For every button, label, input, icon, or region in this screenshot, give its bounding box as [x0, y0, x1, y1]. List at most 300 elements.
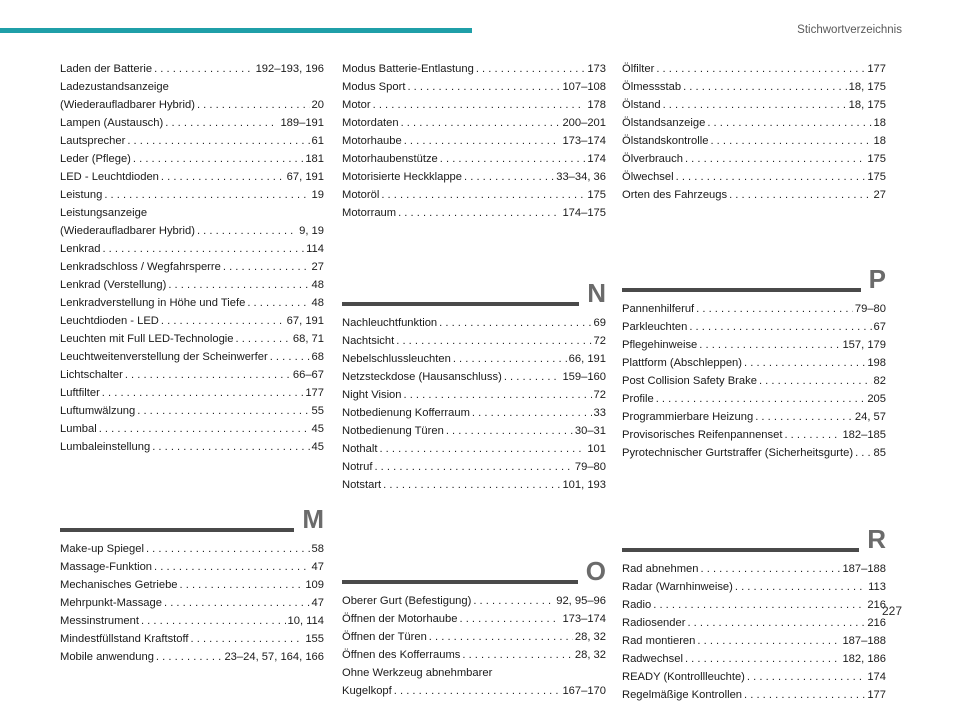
entry-pages: 114: [306, 243, 324, 255]
letter-heading-m: [60, 482, 324, 540]
leader-dots: [464, 168, 554, 186]
index-entry: [60, 96, 324, 114]
index-entry: [60, 168, 324, 186]
entry-pages: 107–108: [562, 81, 606, 93]
leader-dots: [154, 558, 310, 576]
index-entry: [622, 168, 886, 186]
entry-term: Lenkrad (Verstellung): [60, 279, 167, 291]
leader-dots: [401, 114, 561, 132]
entry-pages: 157, 179: [842, 339, 886, 351]
index-entry: [622, 60, 886, 78]
entry-pages: 173–174: [562, 135, 606, 147]
entry-term: Radio: [622, 599, 652, 611]
leader-dots: [735, 578, 866, 596]
entry-term: READY (Kontrollleuchte): [622, 671, 745, 683]
entry-term: Ölverbrauch: [622, 153, 683, 165]
index-entry: [622, 444, 886, 462]
leader-dots: [685, 650, 840, 668]
letter-label: M: [294, 504, 324, 534]
entry-pages: 47: [311, 561, 324, 573]
letter-heading-n: [342, 256, 606, 314]
index-entry: [60, 420, 324, 438]
entry-pages: 175: [867, 153, 886, 165]
index-entry: [622, 614, 886, 632]
index-entry: [342, 476, 606, 494]
entry-pages: 18: [873, 117, 886, 129]
leader-dots: [784, 426, 840, 444]
index-entry: [342, 114, 606, 132]
leader-dots: [453, 350, 567, 368]
leader-dots: [191, 630, 304, 648]
entry-pages: 61: [311, 135, 324, 147]
leader-dots: [663, 96, 847, 114]
entry-term: Pyrotechnischer Gurtstraffer (Sicherheitsgurte): [622, 447, 854, 459]
entry-pages: 27: [873, 189, 886, 201]
index-column-1: [60, 60, 324, 666]
entry-term: Lenkrad: [60, 243, 101, 255]
leader-dots: [270, 348, 310, 366]
letter-heading-r: [622, 502, 886, 560]
index-entry: [622, 596, 886, 614]
index-entry: [622, 578, 886, 596]
entry-term: Ölwechsel: [622, 171, 674, 183]
entry-term: Leuchten mit Full LED-Technologie: [60, 333, 234, 345]
leader-dots: [707, 114, 871, 132]
leader-dots: [504, 368, 561, 386]
entry-term: Ölmessstab: [622, 81, 682, 93]
entry-pages: 72: [593, 389, 606, 401]
leader-dots: [404, 386, 592, 404]
index-entry: [60, 222, 324, 240]
letter-divider: [342, 302, 606, 306]
index-entry: [60, 402, 324, 420]
entry-term: Motoröl: [342, 189, 380, 201]
letter-divider: [622, 288, 886, 292]
entry-pages: 175: [587, 189, 606, 201]
entry-term: Rad abnehmen: [622, 563, 699, 575]
entry-term: Pannenhilferuf: [622, 303, 695, 315]
index-entry: [622, 78, 886, 96]
index-entry: [342, 404, 606, 422]
entry-pages: 55: [311, 405, 324, 417]
entry-term: Orten des Fahrzeugs: [622, 189, 728, 201]
index-entry: [622, 354, 886, 372]
entry-pages: 85: [873, 447, 886, 459]
entry-term: Night Vision: [342, 389, 402, 401]
entry-term: Regelmäßige Kontrollen: [622, 689, 743, 701]
entry-pages: 178: [587, 99, 606, 111]
leader-dots: [729, 186, 871, 204]
index-entry: [342, 610, 606, 628]
entry-pages: 28, 32: [574, 631, 606, 643]
leader-dots: [154, 60, 254, 78]
leader-dots: [687, 614, 865, 632]
index-entry: [60, 558, 324, 576]
index-entry: [342, 440, 606, 458]
letter-divider: [342, 580, 606, 584]
leader-dots: [381, 186, 585, 204]
entry-term: (Wiederaufladbarer Hybrid): [60, 99, 195, 111]
entry-term: Notstart: [342, 479, 382, 491]
entry-pages: 174–175: [562, 207, 606, 219]
leader-dots: [104, 186, 309, 204]
entry-pages: 30–31: [574, 425, 606, 437]
leader-dots: [398, 204, 560, 222]
leader-dots: [180, 576, 304, 594]
index-entry: [622, 372, 886, 390]
entry-pages: 173: [587, 63, 606, 75]
leader-dots: [653, 596, 865, 614]
entry-pages: 19: [311, 189, 324, 201]
entry-pages: 67: [873, 321, 886, 333]
leader-dots: [394, 682, 561, 700]
entry-term: Lumbaleinstellung: [60, 441, 151, 453]
leader-dots: [161, 168, 285, 186]
entry-pages: 101: [587, 443, 606, 455]
entry-pages: 67, 191: [286, 315, 324, 327]
index-entry: [342, 368, 606, 386]
entry-term: Laden der Batterie: [60, 63, 153, 75]
entry-pages: 66, 191: [568, 353, 606, 365]
index-subheading: Leistungsanzeige: [60, 207, 148, 219]
leader-dots: [459, 610, 560, 628]
index-entry: [60, 240, 324, 258]
entry-list: [622, 300, 886, 462]
leader-dots: [656, 390, 866, 408]
entry-pages: 28, 32: [574, 649, 606, 661]
entry-term: Lenkradschloss / Wegfahrsperre: [60, 261, 221, 273]
leader-dots: [223, 258, 310, 276]
leader-dots: [472, 404, 592, 422]
entry-pages: 167–170: [562, 685, 606, 697]
entry-term: Mobile anwendung: [60, 651, 154, 663]
entry-pages: 182, 186: [842, 653, 886, 665]
leader-dots: [759, 372, 872, 390]
entry-term: Mindestfüllstand Kraftstoff: [60, 633, 189, 645]
leader-dots: [439, 314, 591, 332]
index-entry: [60, 312, 324, 330]
entry-term: Motor: [342, 99, 371, 111]
entry-term: Lautsprecher: [60, 135, 126, 147]
index-entry: [622, 336, 886, 354]
entry-term: Lenkradverstellung in Höhe und Tiefe: [60, 297, 246, 309]
leader-dots: [462, 646, 573, 664]
index-entry: [60, 576, 324, 594]
index-entry: [342, 186, 606, 204]
entry-pages: 182–185: [842, 429, 886, 441]
leader-dots: [374, 458, 572, 476]
leader-dots: [373, 96, 586, 114]
entry-term: Radwechsel: [622, 653, 683, 665]
entry-term: Radiosender: [622, 617, 686, 629]
header-accent-bar: [0, 28, 472, 33]
leader-dots: [161, 312, 285, 330]
leader-dots: [440, 150, 586, 168]
leader-dots: [125, 366, 291, 384]
leader-dots: [429, 628, 573, 646]
letter-label: O: [578, 556, 606, 586]
index-entry: [60, 384, 324, 402]
entry-pages: 20: [311, 99, 324, 111]
entry-term: Leder (Pflege): [60, 153, 131, 165]
leader-dots: [755, 408, 853, 426]
index-entry: [622, 318, 886, 336]
entry-pages: 68: [311, 351, 324, 363]
entry-term: Motordaten: [342, 117, 399, 129]
index-entry: [342, 150, 606, 168]
entry-term: Make-up Spiegel: [60, 543, 144, 555]
entry-list: [342, 60, 606, 222]
letter-heading-p: [622, 242, 886, 300]
leader-dots: [855, 444, 871, 462]
index-entry: [622, 560, 886, 578]
index-entry: [622, 114, 886, 132]
entry-term: Motorraum: [342, 207, 397, 219]
leader-dots: [476, 60, 585, 78]
index-entry: [60, 438, 324, 456]
entry-pages: 181: [305, 153, 324, 165]
entry-term: Plattform (Abschleppen): [622, 357, 743, 369]
entry-term: Profile: [622, 393, 654, 405]
entry-pages: 187–188: [842, 563, 886, 575]
index-entry: [622, 186, 886, 204]
leader-dots: [710, 132, 871, 150]
entry-pages: 79–80: [574, 461, 606, 473]
entry-pages: 155: [305, 633, 324, 645]
index-column-2: [342, 60, 606, 700]
index-entry: [342, 592, 606, 610]
index-entry: [622, 686, 886, 704]
index-entry: [342, 682, 606, 700]
entry-term: Motorisierte Heckklappe: [342, 171, 463, 183]
index-entry: [342, 628, 606, 646]
index-entry: [60, 366, 324, 384]
entry-term: Mechanisches Getriebe: [60, 579, 178, 591]
entry-pages: 82: [873, 375, 886, 387]
index-entry: [60, 276, 324, 294]
entry-pages: 45: [311, 423, 324, 435]
leader-dots: [168, 276, 309, 294]
entry-term: Luftfilter: [60, 387, 100, 399]
entry-term: Lampen (Austausch): [60, 117, 164, 129]
index-entry: [622, 408, 886, 426]
entry-pages: 101, 193: [562, 479, 606, 491]
entry-term: Öffnen der Türen: [342, 631, 427, 643]
entry-term: LED - Leuchtdioden: [60, 171, 159, 183]
leader-dots: [407, 78, 560, 96]
index-subheading: Ohne Werkzeug abnehmbarer: [342, 667, 493, 679]
leader-dots: [701, 560, 841, 578]
leader-dots: [396, 332, 591, 350]
entry-pages: 48: [311, 279, 324, 291]
entry-pages: 10, 114: [287, 615, 324, 627]
leader-dots: [156, 648, 223, 666]
index-entry: [60, 348, 324, 366]
entry-term: Ölstandskontrolle: [622, 135, 709, 147]
index-entry: [622, 390, 886, 408]
leader-dots: [127, 132, 309, 150]
entry-term: Messinstrument: [60, 615, 139, 627]
index-entry: [622, 632, 886, 650]
index-entry: [342, 78, 606, 96]
leader-dots: [102, 384, 304, 402]
index-entry: [60, 294, 324, 312]
leader-dots: [133, 150, 303, 168]
index-entry: [60, 330, 324, 348]
index-entry: [60, 186, 324, 204]
leader-dots: [137, 402, 309, 420]
entry-pages: 24, 57: [854, 411, 886, 423]
letter-divider: [622, 548, 886, 552]
entry-pages: 45: [311, 441, 324, 453]
leader-dots: [676, 168, 866, 186]
leader-dots: [656, 60, 865, 78]
leader-dots: [146, 540, 310, 558]
entry-pages: 27: [311, 261, 324, 273]
leader-dots: [102, 240, 304, 258]
index-entry: [342, 332, 606, 350]
entry-term: Oberer Gurt (Befestigung): [342, 595, 472, 607]
leader-dots: [744, 354, 865, 372]
entry-term: Lichtschalter: [60, 369, 123, 381]
leader-dots: [141, 612, 286, 630]
entry-pages: 33–34, 36: [556, 171, 606, 183]
entry-pages: 159–160: [562, 371, 606, 383]
entry-pages: 23–24, 57, 164, 166: [224, 651, 324, 663]
index-entry: [622, 132, 886, 150]
leader-dots: [689, 318, 871, 336]
index-entry: [60, 594, 324, 612]
entry-list: [622, 60, 886, 204]
entry-term: Parkleuchten: [622, 321, 688, 333]
entry-term: Provisorisches Reifenpannenset: [622, 429, 783, 441]
entry-list: [342, 314, 606, 494]
entry-pages: 216: [867, 617, 886, 629]
index-entry: [342, 386, 606, 404]
entry-term: Nachtsicht: [342, 335, 395, 347]
entry-term: Notbedienung Türen: [342, 425, 444, 437]
leader-dots: [197, 96, 310, 114]
leader-dots: [99, 420, 310, 438]
entry-pages: 18: [873, 135, 886, 147]
index-entry: [342, 168, 606, 186]
leader-dots: [744, 686, 865, 704]
letter-label: R: [859, 524, 886, 554]
entry-pages: 66–67: [292, 369, 324, 381]
leader-dots: [383, 476, 560, 494]
entry-pages: 68, 71: [292, 333, 324, 345]
page-number: 227: [881, 604, 902, 618]
index-entry: [60, 114, 324, 132]
entry-pages: 174: [867, 671, 886, 683]
entry-term: Kugelkopf: [342, 685, 392, 697]
leader-dots: [699, 336, 840, 354]
entry-term: Rad montieren: [622, 635, 696, 647]
entry-pages: 33: [593, 407, 606, 419]
entry-term: Öffnen des Kofferraums: [342, 649, 461, 661]
entry-term: Lumbal: [60, 423, 97, 435]
entry-pages: 18, 175: [848, 81, 886, 93]
leader-dots: [165, 114, 278, 132]
index-entry: [342, 204, 606, 222]
entry-pages: 177: [305, 387, 324, 399]
entry-pages: 216: [867, 599, 886, 611]
letter-divider: [60, 528, 324, 532]
entry-term: Leuchtdioden - LED: [60, 315, 159, 327]
entry-pages: 187–188: [842, 635, 886, 647]
entry-term: Modus Batterie-Entlastung: [342, 63, 474, 75]
entry-pages: 113: [868, 581, 886, 593]
index-entry: [60, 540, 324, 558]
leader-dots: [683, 78, 847, 96]
index-entry: [342, 350, 606, 368]
leader-dots: [473, 592, 554, 610]
leader-dots: [696, 300, 853, 318]
entry-pages: 72: [593, 335, 606, 347]
leader-dots: [247, 294, 309, 312]
letter-heading-o: [342, 534, 606, 592]
entry-pages: 58: [311, 543, 324, 555]
entry-pages: 200–201: [562, 117, 606, 129]
section-title: Stichwortverzeichnis: [797, 24, 902, 36]
entry-pages: 47: [311, 597, 324, 609]
entry-pages: 18, 175: [848, 99, 886, 111]
entry-list: [60, 540, 324, 666]
entry-term: Massage-Funktion: [60, 561, 153, 573]
leader-dots: [747, 668, 865, 686]
index-entry: [60, 132, 324, 150]
leader-dots: [379, 440, 585, 458]
entry-list: [342, 592, 606, 700]
entry-pages: 205: [867, 393, 886, 405]
index-entry: [60, 150, 324, 168]
leader-dots: [197, 222, 297, 240]
entry-pages: 174: [587, 153, 606, 165]
entry-pages: 9, 19: [299, 225, 324, 237]
entry-pages: 177: [867, 689, 886, 701]
index-entry: [622, 668, 886, 686]
entry-term: Leuchtweitenverstellung der Scheinwerfer: [60, 351, 268, 363]
index-subheading: Ladezustandsanzeige: [60, 81, 169, 93]
index-entry: [622, 650, 886, 668]
index-entry: [342, 646, 606, 664]
index-column-3: [622, 60, 886, 704]
index-entry: [60, 258, 324, 276]
index-entry: [622, 300, 886, 318]
index-entry: [342, 132, 606, 150]
index-entry: [342, 96, 606, 114]
entry-term: Netzsteckdose (Hausanschluss): [342, 371, 502, 383]
index-entry: [342, 60, 606, 78]
entry-term: Leistung: [60, 189, 103, 201]
entry-pages: 198: [867, 357, 886, 369]
leader-dots: [164, 594, 310, 612]
entry-pages: 69: [593, 317, 606, 329]
entry-term: Ölfilter: [622, 63, 655, 75]
leader-dots: [446, 422, 573, 440]
leader-dots: [685, 150, 865, 168]
entry-term: Motorhaubenstütze: [342, 153, 438, 165]
entry-pages: 79–80: [854, 303, 886, 315]
leader-dots: [697, 632, 840, 650]
entry-term: Modus Sport: [342, 81, 406, 93]
index-entry: [622, 150, 886, 168]
entry-term: Nebelschlussleuchten: [342, 353, 451, 365]
entry-term: Motorhaube: [342, 135, 402, 147]
entry-pages: 175: [867, 171, 886, 183]
leader-dots: [404, 132, 561, 150]
entry-pages: 109: [305, 579, 324, 591]
